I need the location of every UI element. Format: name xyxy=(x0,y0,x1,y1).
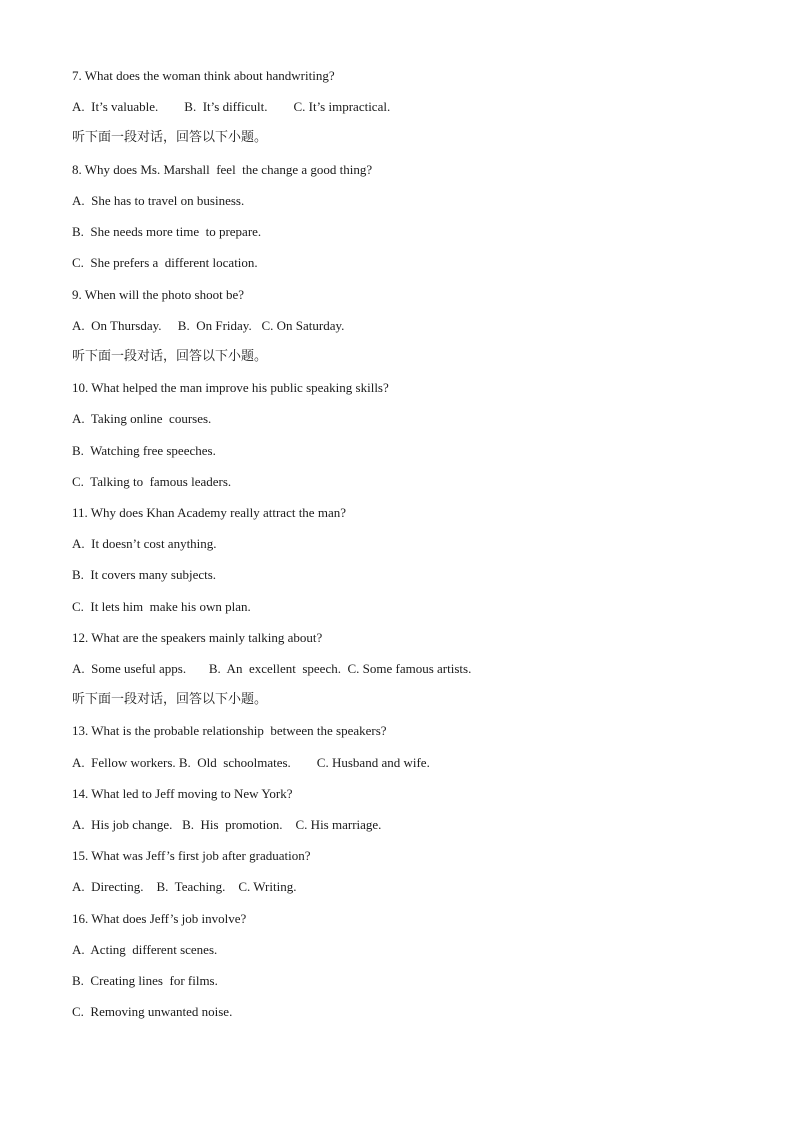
section-instruction: 听下面一段对话，回答以下小题。 xyxy=(72,349,268,364)
question-8-option-c: C. She prefers a different location. xyxy=(72,255,258,270)
question-9-options: A. On Thursday. B. On Friday. C. On Saturday. xyxy=(72,318,345,333)
question-11-option-c: C. It lets him make his own plan. xyxy=(72,599,251,614)
question-10-option-b: B. Watching free speeches. xyxy=(72,443,216,458)
question-7: 7. What does the woman think about handwriting? xyxy=(72,68,335,83)
question-8-option-a: A. She has to travel on business. xyxy=(72,193,245,208)
section-instruction: 听下面一段对话，回答以下小题。 xyxy=(72,692,268,707)
question-15: 15. What was Jeff’s first job after graduation? xyxy=(72,848,311,863)
question-10-option-a: A. Taking online courses. xyxy=(72,411,212,426)
question-10-option-c: C. Talking to famous leaders. xyxy=(72,474,232,489)
question-16-option-c: C. Removing unwanted noise. xyxy=(72,1004,233,1019)
question-8-option-b: B. She needs more time to prepare. xyxy=(72,224,262,239)
question-11-option-b: B. It covers many subjects. xyxy=(72,567,217,582)
question-10: 10. What helped the man improve his public speaking skills? xyxy=(72,380,389,395)
question-15-options: A. Directing. B. Teaching. C. Writing. xyxy=(72,879,297,894)
question-13-options: A. Fellow workers. B. Old schoolmates. C. Husband and wife. xyxy=(72,755,430,770)
section-instruction: 听下面一段对话，回答以下小题。 xyxy=(72,130,268,145)
question-12-options: A. Some useful apps. B. An excellent speech. C. Some famous artists. xyxy=(72,661,472,676)
question-9: 9. When will the photo shoot be? xyxy=(72,287,244,302)
question-14: 14. What led to Jeff moving to New York? xyxy=(72,786,293,801)
question-16: 16. What does Jeff’s job involve? xyxy=(72,911,247,926)
question-12: 12. What are the speakers mainly talking about? xyxy=(72,630,323,645)
question-13: 13. What is the probable relationship between the speakers? xyxy=(72,723,387,738)
question-11: 11. Why does Khan Academy really attract the man? xyxy=(72,505,346,520)
question-8: 8. Why does Ms. Marshall feel the change a good thing? xyxy=(72,162,373,177)
question-7-options: A. It’s valuable. B. It’s difficult. C. It’s impractical. xyxy=(72,99,391,114)
question-16-option-a: A. Acting different scenes. xyxy=(72,942,218,957)
question-14-options: A. His job change. B. His promotion. C. His marriage. xyxy=(72,817,382,832)
question-16-option-b: B. Creating lines for films. xyxy=(72,973,218,988)
question-11-option-a: A. It doesn’t cost anything. xyxy=(72,536,217,551)
